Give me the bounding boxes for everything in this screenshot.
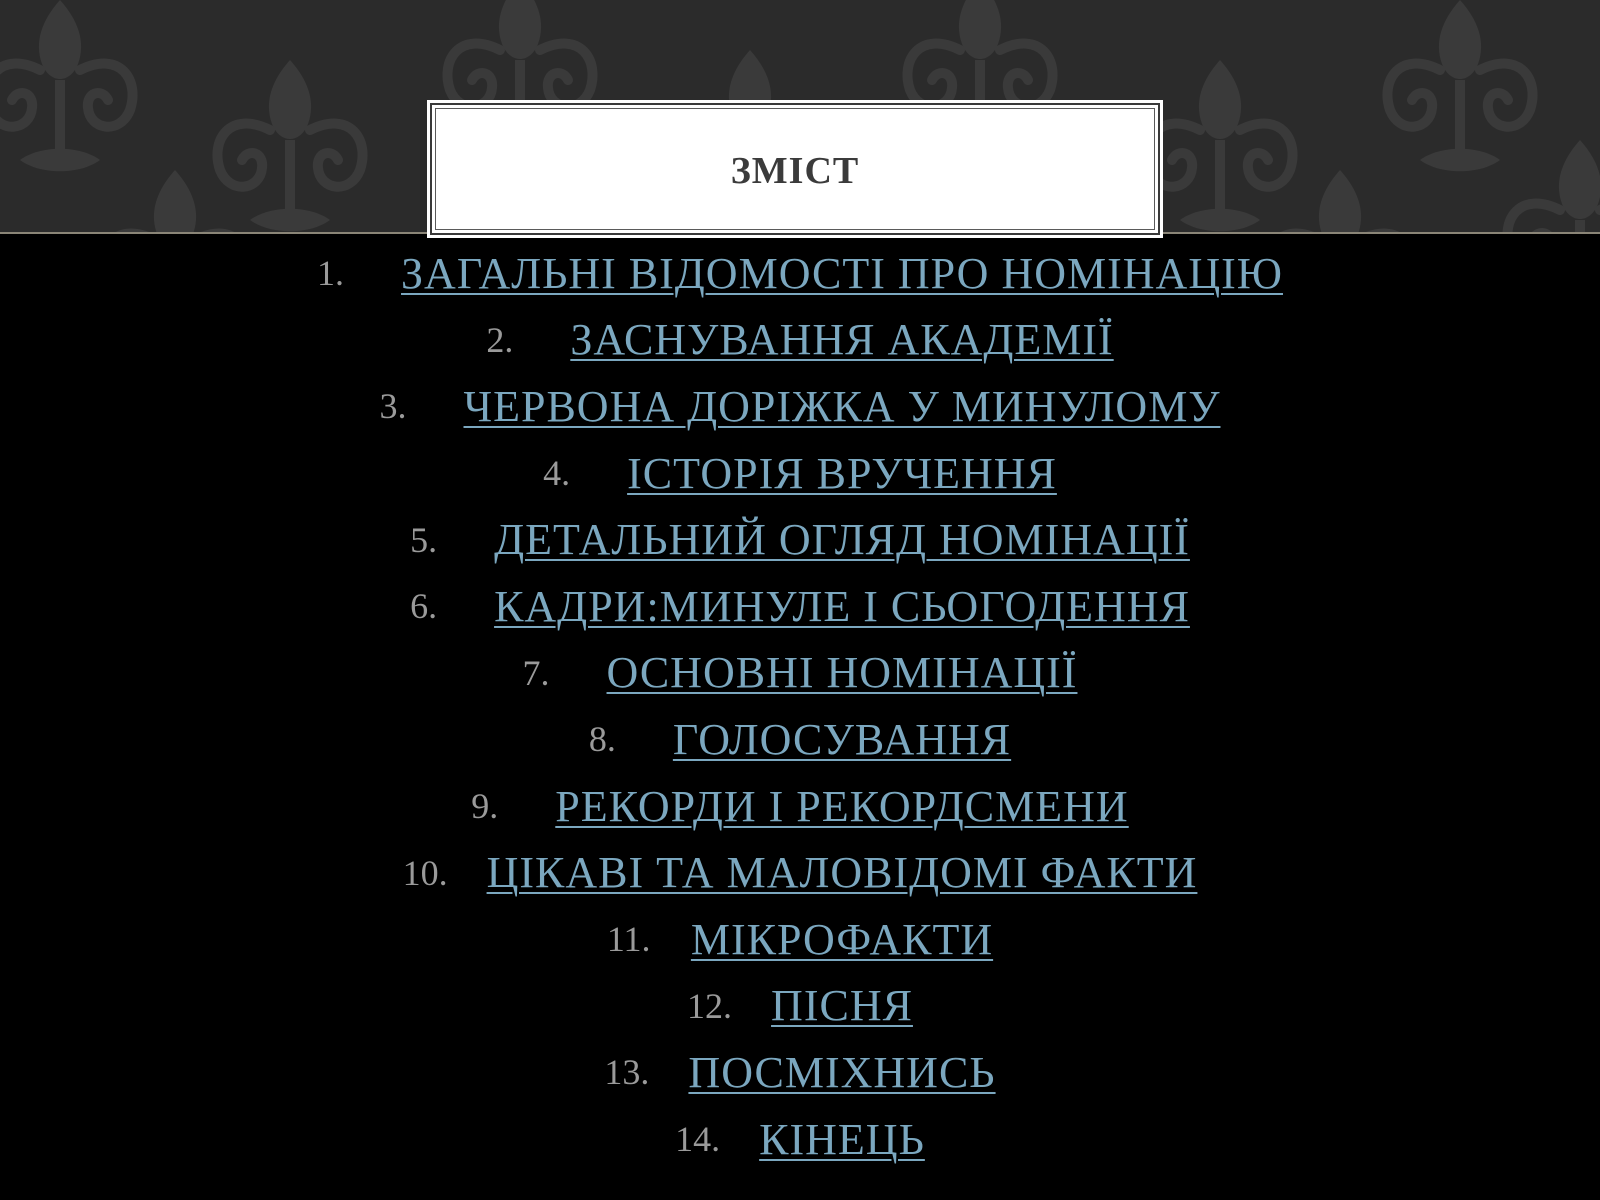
toc-link-academy-founding[interactable]: ЗАСНУВАННЯ АКАДЕМІЇ xyxy=(570,315,1114,365)
toc-link-general-info[interactable]: ЗАГАЛЬНІ ВІДОМОСТІ ПРО НОМІНАЦІЮ xyxy=(401,248,1283,298)
toc-item xyxy=(0,973,1600,1040)
toc-item xyxy=(0,506,1600,573)
toc-link-song[interactable]: ПІСНЯ xyxy=(771,981,913,1031)
toc-item xyxy=(0,1039,1600,1106)
toc-link-frames[interactable]: КАДРИ:МИНУЛЕ І СЬОГОДЕННЯ xyxy=(494,581,1190,631)
table-of-contents xyxy=(0,240,1600,1172)
toc-number: 2. xyxy=(486,319,514,360)
toc-link-records[interactable]: РЕКОРДИ І РЕКОРДСМЕНИ xyxy=(555,781,1129,831)
toc-number: 1. xyxy=(317,253,345,294)
title-box xyxy=(430,103,1160,235)
toc-number: 6. xyxy=(410,586,438,627)
toc-number: 7. xyxy=(522,652,550,693)
toc-number: 5. xyxy=(410,519,438,560)
page-title: ЗМІСТ xyxy=(730,150,860,192)
toc-number: 12. xyxy=(687,985,733,1026)
toc-number: 9. xyxy=(471,786,499,827)
toc-link-end[interactable]: КІНЕЦЬ xyxy=(759,1114,925,1164)
toc-number: 3. xyxy=(379,386,407,427)
toc-item xyxy=(0,906,1600,973)
toc-number: 8. xyxy=(588,719,616,760)
toc-link-history[interactable]: ІСТОРІЯ ВРУЧЕННЯ xyxy=(627,448,1057,498)
toc-link-red-carpet[interactable]: ЧЕРВОНА ДОРІЖКА У МИНУЛОМУ xyxy=(463,381,1221,431)
toc-item xyxy=(0,1106,1600,1173)
toc-item xyxy=(0,573,1600,640)
toc-item xyxy=(0,440,1600,507)
toc-number: 4. xyxy=(543,453,571,494)
toc-link-detailed-review[interactable]: ДЕТАЛЬНИЙ ОГЛЯД НОМІНАЦІЇ xyxy=(494,515,1190,565)
toc-link-microfacts[interactable]: МІКРОФАКТИ xyxy=(690,914,994,964)
toc-number: 11. xyxy=(606,919,651,960)
toc-number: 10. xyxy=(402,852,448,893)
toc-item xyxy=(0,640,1600,707)
toc-link-smile[interactable]: ПОСМІХНИСЬ xyxy=(688,1047,996,1097)
toc-item xyxy=(0,839,1600,906)
toc-link-facts[interactable]: ЦІКАВІ ТА МАЛОВІДОМІ ФАКТИ xyxy=(486,848,1198,898)
toc-item xyxy=(0,706,1600,773)
toc-item xyxy=(0,373,1600,440)
toc-item xyxy=(0,773,1600,840)
toc-item xyxy=(0,307,1600,374)
toc-number: 13. xyxy=(604,1052,650,1093)
toc-item xyxy=(0,240,1600,307)
toc-link-voting[interactable]: ГОЛОСУВАННЯ xyxy=(672,714,1012,764)
toc-number: 14. xyxy=(675,1119,721,1160)
toc-link-main-nominations[interactable]: ОСНОВНІ НОМІНАЦІЇ xyxy=(606,648,1078,698)
